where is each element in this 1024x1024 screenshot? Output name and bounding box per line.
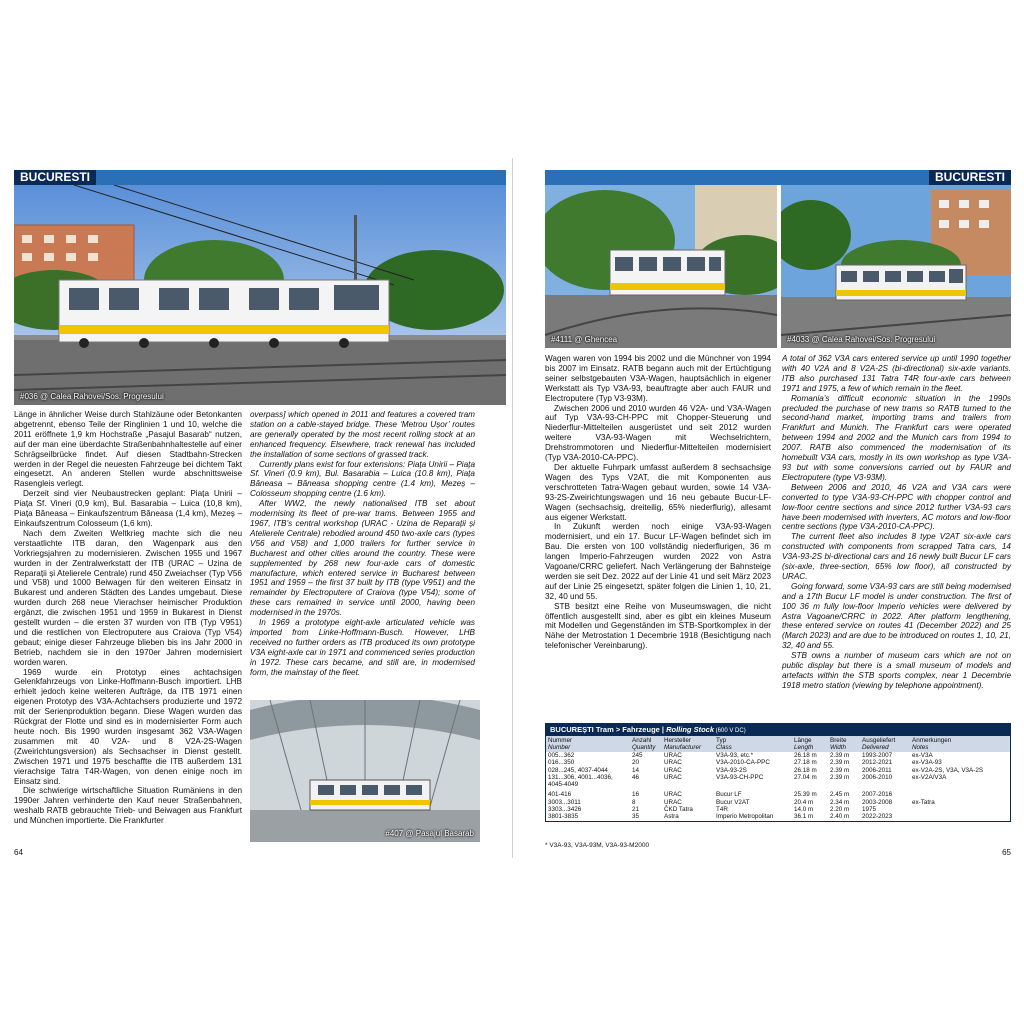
table-cell: 20.4 m [794,798,814,806]
header-cell: Breite Width [830,737,847,751]
table-cell: URAC [664,766,682,774]
table-title-en: Rolling Stock [666,725,715,734]
paragraph: Derzeit sind vier Neubaustrecken geplant: Piața Unirii – Piața Sf. Vineri (0,9 km), Bul. Basarabia – Luica (10,8 km), Piața Băneasa – Einkaufszentrum Băneasa (1,4 km), Mezeș – Einkaufszentrum Colosseum (1,6 km). [14,489,242,528]
paragraph: The current fleet also includes 8 type V2AT six-axle cars constructed with components from scrapped Tatra cars, 14 V3A-93-2S bi-directional cars and 16 newly built Bucur LF cars (six-axle, three-section, 65% low floor), all constructed by URAC. [782,532,1011,581]
table-cell: 2006-2011 [862,766,892,774]
header-cell: Länge Length [794,737,814,751]
table-cell: 2.39 m [830,752,850,759]
table-cell: ex-Tatra [912,798,935,806]
table-cell: 25.39 m [794,791,817,799]
paragraph: Länge in ähnlicher Weise durch Stahlzäune oder Betonkanten abgetrennt, ebenso Teile der Ringlinien 1 und 10, welche die 2011 eröffnete 1,9 km Hochstraße „Pasajul Basarab“ nutzen, auf der man eine überdachte Straßenbahnhaltestelle auf einer Schrägseilbrücke findet. Auf diesen Stadtbahn-Strecken werden in der Regel die neuesten Fahrzeuge bei dichtem Takt eingesetzt. An anderen Stellen wurde abschnittsweise Rasengleis verlegt. [14,410,242,489]
header-cell: Anzahl Quantity [632,737,656,751]
table-cell: URAC [664,759,682,767]
paragraph: overpass] which opened in 2011 and features a covered tram station on a cable-stayed bridge. These ‘Metrou Ușor’ routes are generally operated by the most recent rolling stock at an enhanced frequency. Elsewhere, track renewal has included the installation of some sections of grassed track. [250,410,475,459]
table-cell: 3801-3835 [548,813,579,821]
german-text-column [545,354,771,651]
table-cell: ČKD Tatra [664,806,693,814]
left-page [14,170,506,860]
table-cell: 20 [632,759,640,767]
table-row [546,759,1010,766]
table-cell: URAC [664,773,682,781]
table-cell: 2.39 m [830,766,850,774]
english-text-column [250,410,475,677]
table-row [546,752,1010,759]
german-text-column [14,410,242,826]
tram-illustration [545,185,777,348]
table-cell: V3A-2010-CA-PPC [716,759,770,767]
table-cell: 2022-2023 [862,813,893,821]
table-cell [910,788,1010,798]
table-cell: Astra [664,813,679,821]
header-cell: Nummer Number [548,737,573,751]
section-header-bar [545,170,1011,185]
table-cell: 401-416 [548,791,572,799]
table-cell: 27.18 m [794,759,817,767]
table-cell: 16 [632,791,640,799]
city-label: BUCURESTI [929,170,1011,185]
table-cell: 36.1 m [794,813,814,821]
table-title [546,724,1010,736]
table-cell: 1975 [862,806,877,814]
city-label: BUCURESTI [14,170,96,185]
table-cell: 27.04 m [794,773,817,781]
table-cell: ex-V3A [912,752,933,759]
table-cell: URAC [664,752,682,759]
header-cell: Hersteller Manufacturer [664,737,702,751]
photo-caption: #4033 @ Calea Rahovei/Sos. Progresului [787,335,936,344]
table-body [546,752,1010,821]
table-cell: Imperio Metropolitan [716,813,774,821]
table-cell: ex-V3A-93 [912,759,942,767]
table-cell: 3303...3426 [548,806,582,814]
table-cell: 2007-2016 [862,791,893,799]
station-illustration [250,700,480,842]
paragraph: Nach dem Zweiten Weltkrieg machte sich die neu verstaatlichte ITB daran, den Wagenpark aus den Vorkriegsjahren zu modernisieren. Zwischen 1955 und 1967 wurden in der Zentralwerkstatt der ITB (URAC – Uzina de Reparații și Atelierele Centrale) rund 450 Zweiachser (Typ V56 und V58) und 1000 Beiwagen für den weiteren Einsatz in Bukarest und anderen Städten des Landes umgebaut. Diese wurden durch 268 neue Vierachser heimischer Produktion ergänzt, die zwischen 1951 und 1959 in Bukarest in Dienst gestellt wurden – die ersten 37 wurden von ITB (Typ V951) und die restlichen von Electroputere aus Craiova (Typ V54) gebaut; einige dieser Fahrzeuge blieben bis ins Jahr 2000 in Betrieb, nachdem sie in den 1970er Jahren modernisiert worden waren. [14,528,242,667]
table-cell: 028...245, 4037-4044 [548,766,608,774]
page-number: 65 [1002,848,1011,857]
paragraph: Die schwierige wirtschaftliche Situation Rumäniens in den 1990er Jahren verhinderte den Kauf neuer Straßenbahnen, weshalb RATB gebrauchte Trieb- und Beiwagen aus Frankfurt und München importierte. Die Frankfurter [14,786,242,826]
table-cell: URAC [664,798,682,806]
table-cell: ex-V2A-2S, V3A, V3A-2S [912,766,984,774]
paragraph: Romania’s difficult economic situation in the 1990s precluded the purchase of new trams so RATB turned to the second-hand market, importing trams and trailers from Frankfurt and Munich. The Frankfurt cars were operated between 1994 and 2002 and the Munich cars from 1994 to 2007. RATB also commenced the modernisation of its homebuilt V3A cars, mostly in its own workshop as type V3A-93 but with some conversions carried out by FAUR and Electroputere (type V3-93M). [782,393,1011,482]
header-cell: Ausgeliefert Delivered [862,737,896,751]
paragraph: A total of 362 V3A cars entered service up until 1990 together with 40 V2A and 8 V2A-2S (bi-directional) six-axle variants. ITB also purchased 131 Tatra T4R four-axle cars between 1971 and 1975, a few of which remain in the fleet. [782,354,1011,393]
paragraph: STB owns a number of museum cars which are not on public display but there is a small museum of models and artefacts within the STB sports complex, near 1 Decembrie 1918 metro station (viewing by telephone appointment). [782,651,1011,690]
table-cell: 245 [632,752,643,759]
table-title-suffix: (600 V DC) [714,728,746,734]
table-cell: 2006-2010 [862,773,893,781]
table-row [546,799,1010,806]
table-cell [910,813,1010,820]
paragraph: Going forward, some V3A-93 cars are still being modernised and a 17th Bucur LF model is under construction. The first of 100 36 m fully low-floor Imperio vehicles were delivered by Astra Vagoane/CRRC in 2022. After platform lengthening, these entered service on routes 41 (December 2022) and 25 (March 2023) and are due to be introduced on routes 1, 10, 21, 32, 40 and 55. [782,581,1011,651]
table-cell: 2.45 m [830,791,850,799]
table-cell: 005...362 [548,752,575,759]
table-row [546,813,1010,820]
table-cell: URAC [664,791,682,799]
table-cell: 2003-2008 [862,798,893,806]
table-cell: 14.0 m [794,806,814,814]
right-page [545,170,1011,860]
tram-photo-top-left[interactable] [545,185,777,348]
photo-caption: #036 @ Calea Rahovei/Sos. Progresului [20,392,164,401]
table-cell: 26.18 m [794,766,817,774]
paragraph: In Zukunft werden noch einige V3A-93-Wagen modernisiert, und ein 17. Bucur LF-Wagen befindet sich im Bau. Die ersten von 100 vollständig niederflurigen, 36 m langen Imperio-Fahrzeugen wurden 2022 von Astra Vagoane/CRRC geliefert. Nach Verlängerung der Bahnsteige werden sie seit Dez. 2022 auf der Linie 41 und seit März 2023 auf der Linie 25 eingesetzt, später folgen die Linien 1, 10, 21, 32, 40 und 55. [545,522,771,601]
rolling-stock-table [545,723,1011,822]
english-text-column [782,354,1011,691]
paragraph: After WW2, the newly nationalised ITB set about modernising its fleet of pre-war trams. Between 1955 and 1967, ITB’s central workshop (URAC - Uzina de Reparații și Atelierele Centrale) rebodied around 450 two-axle cars (types V56 and V58) and 1,000 trailers for further service in Bucharest and other cities around the country. These were supplemented by 268 new four-axle cars of domestic manufacture, which entered service in Bucharest between 1951 and 1959 – the first 37 built by ITB (type V951) and the remainder by Electroputere of Craiova (type V54); some of these cars remained in service until 2000, having been modernised in the 1970s. [250,499,475,618]
header-cell: Typ Class [716,737,732,751]
photo-caption: #4111 @ Ghencea [551,335,618,344]
table-cell: Bucur V2AT [716,798,750,806]
table-cell: T4R [716,806,728,814]
paragraph: Currently plans exist for four extensions: Piața Unirii – Piața Sf. Vineri (0.9 km), Bul. Basarabia – Luica (10.8 km), Piața Băneasa – Băneasa shopping centre (1.4 km), Mezeș – Colosseum shopping centre (1.6 km). [250,459,475,499]
table [546,736,1010,821]
table-cell: 46 [632,773,640,781]
table-cell: 8 [632,798,636,806]
table-cell: 2.34 m [830,798,850,806]
table-cell: 2.39 m [830,759,850,767]
table-row [546,806,1010,813]
table-cell: 3003...3011 [548,798,581,806]
book-spine [512,158,513,858]
table-footnote: * V3A-93, V3A-93M, V3A-93-M2000 [545,842,650,849]
paragraph: In 1969 a prototype eight-axle articulated vehicle was imported from Linke-Hoffmann-Busch. However, LHB received no further orders as ITB produced its own prototype V3A eight-axle car in 1971 and commenced series production in 1972. These cars became, and still are, in modernised form, the mainstay of the fleet. [250,618,475,677]
table-title-prefix: BUCUREȘTI Tram > Fahrzeuge | [550,725,667,734]
table-row [546,767,1010,774]
page-number: 64 [14,848,23,857]
paragraph: Wagen waren von 1994 bis 2002 und die Münchner von 1994 bis 2007 im Einsatz. RATB begann auch mit der Ertüchtigung seiner selbstgebauten V3A-Wagen, hauptsächlich in eigener Werkstatt als Typ V3A-93, beauftragte aber auch FAUR und Electroputere (Typ V3-93M). [545,354,771,403]
tram-photo-inset[interactable] [250,700,480,842]
paragraph: Between 2006 and 2010, 46 V2A and V3A cars were converted to type V3A-93-CH-PPC with chopper control and low-floor centre sections and since 2012 further V3A-93 cars have been modernised with inverters, AC motors and low-floor centre sections (type V3A-2010-CA-PPC). [782,482,1011,532]
tram-photo-main[interactable] [14,185,506,405]
tram-illustration [781,185,1011,348]
table-cell: 35 [632,813,640,821]
table-cell: 2.40 m [830,813,850,821]
table-row [546,788,1010,798]
table-cell: 2.39 m [830,773,850,781]
table-cell: 016...350 [548,759,575,767]
table-cell: V3A-93, etc.* [716,752,754,759]
table-cell: ex-V2A/V3A [912,773,947,781]
table-header-row [546,736,1010,752]
header-cell: Anmerkungen Notes [912,737,952,751]
table-cell: 26.18 m [794,752,817,759]
table-cell: 21 [632,806,640,814]
photo-caption: #407 @ Pasajul Basarab [385,829,474,838]
tram-illustration [14,185,506,405]
table-cell [910,806,1010,813]
table-cell: V3A-93-2S [716,766,747,774]
paragraph: STB besitzt eine Reihe von Museumswagen, die nicht öffentlich ausgestellt sind, aber es gibt ein kleines Museum mit Modellen und Gegenständen im STB-Sportkomplex in der Nähe der Metrostation 1 Decembrie 1918 (Besichtigung nach telefonischer Vereinbarung). [545,601,771,651]
paragraph: Der aktuelle Fuhrpark umfasst außerdem 8 sechsachsige Wagen des Typs V2AT, die mit Komponenten aus verschrotteten Tatra-Wagen gebaut wurden, sowie 14 V3A-93-2S-Zweirichtungswagen und 16 neu gebaute Bucur-LF-Wagen (sechsachsig, dreiteilig, 65% niederflurig), allesamt aus eigener Werkstatt. [545,462,771,522]
table-cell: 2012-2021 [862,759,893,767]
table-cell: 2.20 m [830,806,850,814]
table-cell: 1993-2007 [862,752,893,759]
paragraph: Zwischen 2006 und 2010 wurden 46 V2A- und V3A-Wagen auf Typ V3A-93-CH-PPC mit Chopper-Steuerung und Niederflur-Mittelteilen ausgerüstet und seit 2012 wurden weitere V3A-93-Wagen mit Wechselrichtern, Drehstrommotoren und Niederflur-Mittelteilen modernisiert (Typ V3A-2010-CA-PPC). [545,403,771,463]
section-header-bar [14,170,506,185]
table-cell: 14 [632,766,640,774]
tram-photo-top-right[interactable] [781,185,1011,348]
table-cell: Bucur LF [716,791,742,799]
table-cell: 131...306, 4001...4036, 4045-4049 [548,773,613,789]
table-cell: V3A-93-CH-PPC [716,773,764,781]
table-row [546,774,1010,789]
paragraph: 1969 wurde ein Prototyp eines achtachsigen Gelenkfahrzeugs von Linke-Hoffmann-Busch importiert. LHB erhielt jedoch keine weiteren Aufträge, da ITB 1971 einen eigenen Prototyp des V3A-Achtachsers produzierte und 1972 mit der Serienproduktion begann. Diese Wagen wurden das Rückgrat der Flotte und sind es in modernisierter Form auch heute noch. Bis 1990 wurden insgesamt 362 V3A-Wagen zusammen mit 40 V2A- und 8 V2A-2S-Wagen (Zweirichtungsversion) als Sechsachser in Dienst gestellt. Zwischen 1971 und 1975 beschaffte die ITB außerdem 131 vierachsige Tatra T4R-Wagen, von denen einige noch im Einsatz sind. [14,667,242,786]
